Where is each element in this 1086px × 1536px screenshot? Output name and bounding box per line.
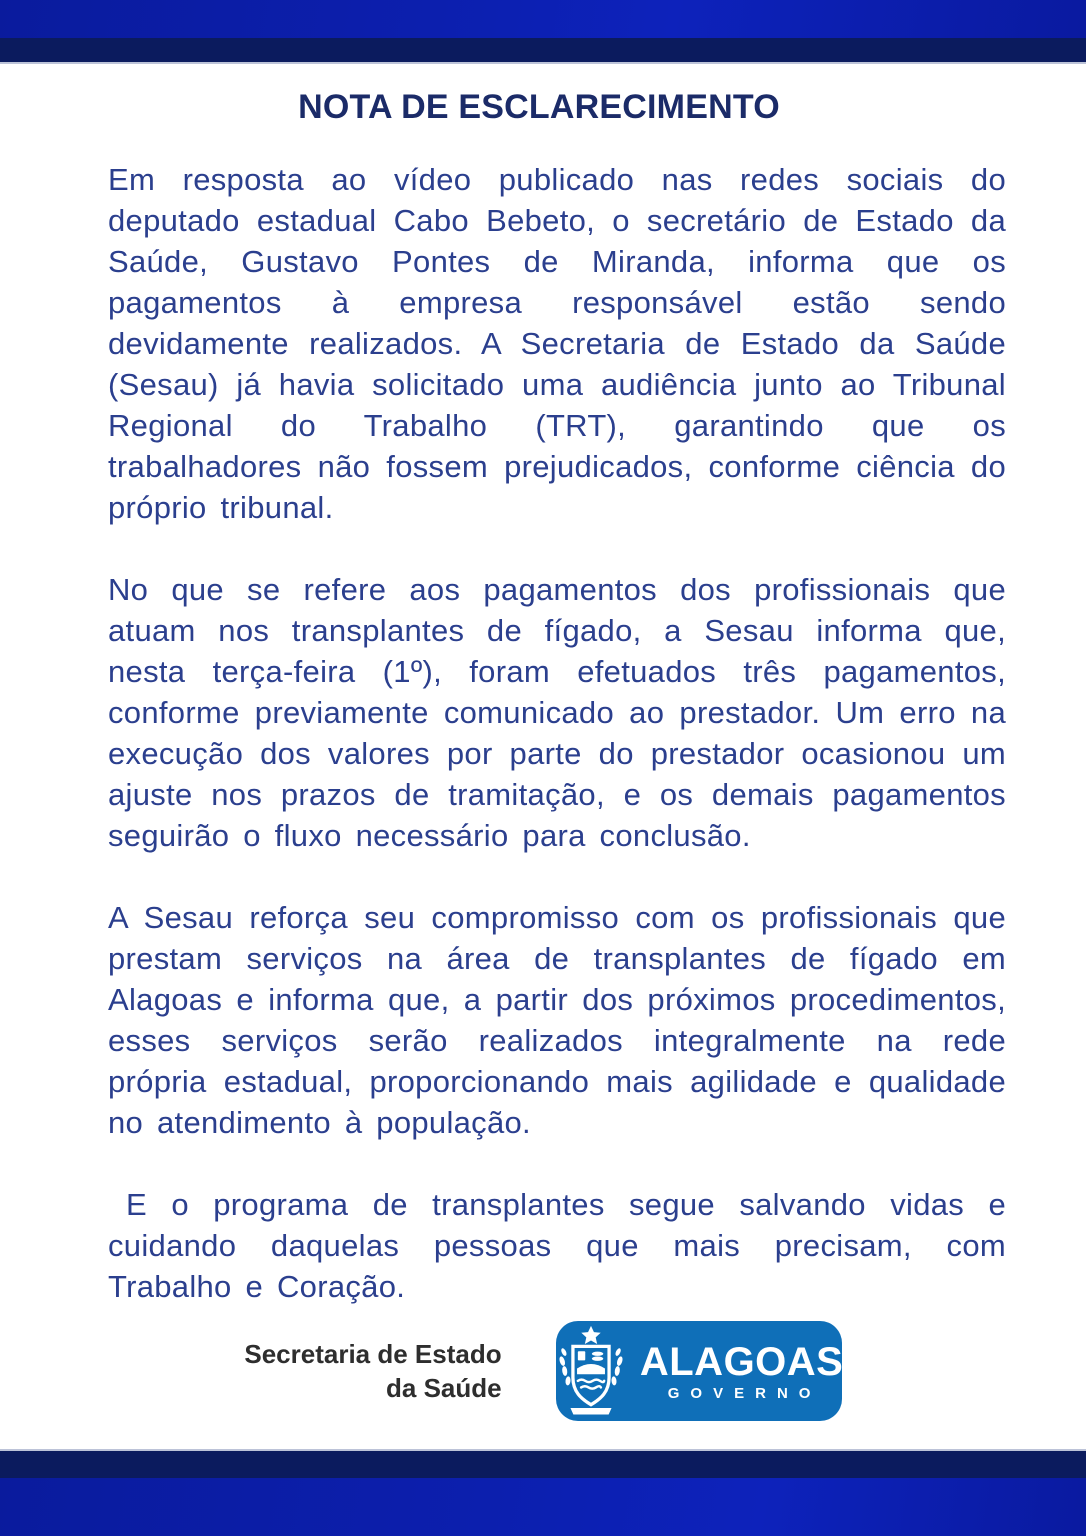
- logo-text: [639, 1339, 844, 1402]
- logo-wordmark: ALAGOAS: [639, 1339, 844, 1384]
- note-paragraph-4: E o programa de transplantes segue salvando vidas e cuidando daquelas pessoas que mais precisam, com Trabalho e Coração.: [108, 1187, 1006, 1304]
- org-name-line2: da Saúde: [386, 1373, 502, 1403]
- footer: [94, 1321, 992, 1421]
- org-name: [244, 1337, 501, 1406]
- logo-subtitle: GOVERNO: [667, 1384, 822, 1402]
- top-accent-bar: [0, 0, 1086, 38]
- bottom-navy-bar: [0, 1449, 1086, 1478]
- top-navy-bar: [0, 38, 1086, 64]
- org-name-line1: Secretaria de Estado: [244, 1338, 502, 1369]
- page-title: NOTA DE ESCLARECIMENTO: [298, 88, 780, 126]
- alagoas-governo-logo: [556, 1321, 842, 1421]
- alagoas-coat-of-arms-icon: [554, 1325, 628, 1417]
- note-paragraph-1: Em resposta ao vídeo publicado nas redes sociais do deputado estadual Cabo Bebeto, o secretário de Estado da Saúde, Gustavo Pontes de Miranda, informa que os pagamentos à empresa responsável estão sendo devidamente realizados. A Secretaria de Estado da Saúde (Sesau) já havia solicitado uma audiência junto ao Tribunal Regional do Trabalho (TRT), garantindo que os trabalhadores não fossem prejudicados, conforme ciência do próprio tribunal.: [108, 162, 1006, 525]
- note-paragraph-2: No que se refere aos pagamentos dos profissionais que atuam nos transplantes de fígado, a Sesau informa que, nesta terça-feira (1º), foram efetuados três pagamentos, conforme previamente comunicado ao prestador. Um erro na execução dos valores por parte do prestador ocasionou um ajuste nos prazos de tramitação, e os demais pagamentos seguirão o fluxo necessário para conclusão.: [108, 572, 1006, 853]
- note-paragraph-3: A Sesau reforça seu compromisso com os profissionais que prestam serviços na área de transplantes de fígado em Alagoas e informa que, a partir dos próximos procedimentos, esses serviços serão realizados integralmente na rede própria estadual, proporcionando mais agilidade e qualidade no atendimento à população.: [108, 900, 1006, 1140]
- bottom-accent-bar: [0, 1478, 1086, 1536]
- note-body: [0, 64, 1086, 1421]
